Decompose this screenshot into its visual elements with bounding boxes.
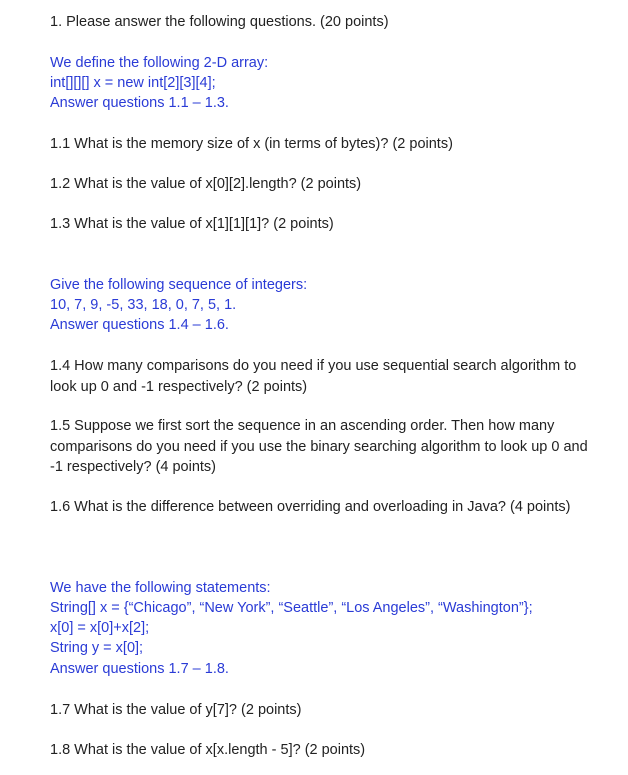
statements-code-line-3: String y = x[0]; [50,640,144,656]
statements-answer-range: Answer questions 1.7 – 1.8. [50,661,229,677]
question-1-7: 1.7 What is the value of y[7]? (2 points) [50,702,302,718]
question-heading: 1. Please answer the following questions. (20 points) [50,14,389,30]
question-1-5: 1.5 Suppose we first sort the sequence in an ascending order. Then how many comparisons do you need if you use the binary searching algorithm to look up 0 and -1 respectively? (4 points) [50,418,588,475]
question-1-2: 1.2 What is the value of x[0][2].length? (2 points) [50,176,362,192]
question-1-4: 1.4 How many comparisons do you need if you use sequential search algorithm to look up 0 and -1 respectively? (2 points) [50,358,577,395]
question-1-3: 1.3 What is the value of x[1][1][1]? (2 points) [50,216,334,232]
array-definition-intro: We define the following 2-D array: [50,55,269,71]
statements-code-line-2: x[0] = x[0]+x[2]; [50,620,150,636]
sequence-values: 10, 7, 9, -5, 33, 18, 0, 7, 5, 1. [50,297,237,313]
array-answer-range: Answer questions 1.1 – 1.3. [50,95,229,111]
sequence-answer-range: Answer questions 1.4 – 1.6. [50,317,229,333]
statements-intro: We have the following statements: [50,580,271,596]
question-1-8: 1.8 What is the value of x[x.length - 5]? (2 points) [50,742,366,758]
question-1-6: 1.6 What is the difference between overriding and overloading in Java? (4 points) [50,499,571,515]
sequence-intro: Give the following sequence of integers: [50,277,308,293]
question-1-1: 1.1 What is the memory size of x (in terms of bytes)? (2 points) [50,136,453,152]
statements-code-line-1: String[] x = {“Chicago”, “New York”, “Seattle”, “Los Angeles”, “Washington”}; [50,600,533,616]
array-definition-code: int[][][] x = new int[2][3][4]; [50,75,216,91]
